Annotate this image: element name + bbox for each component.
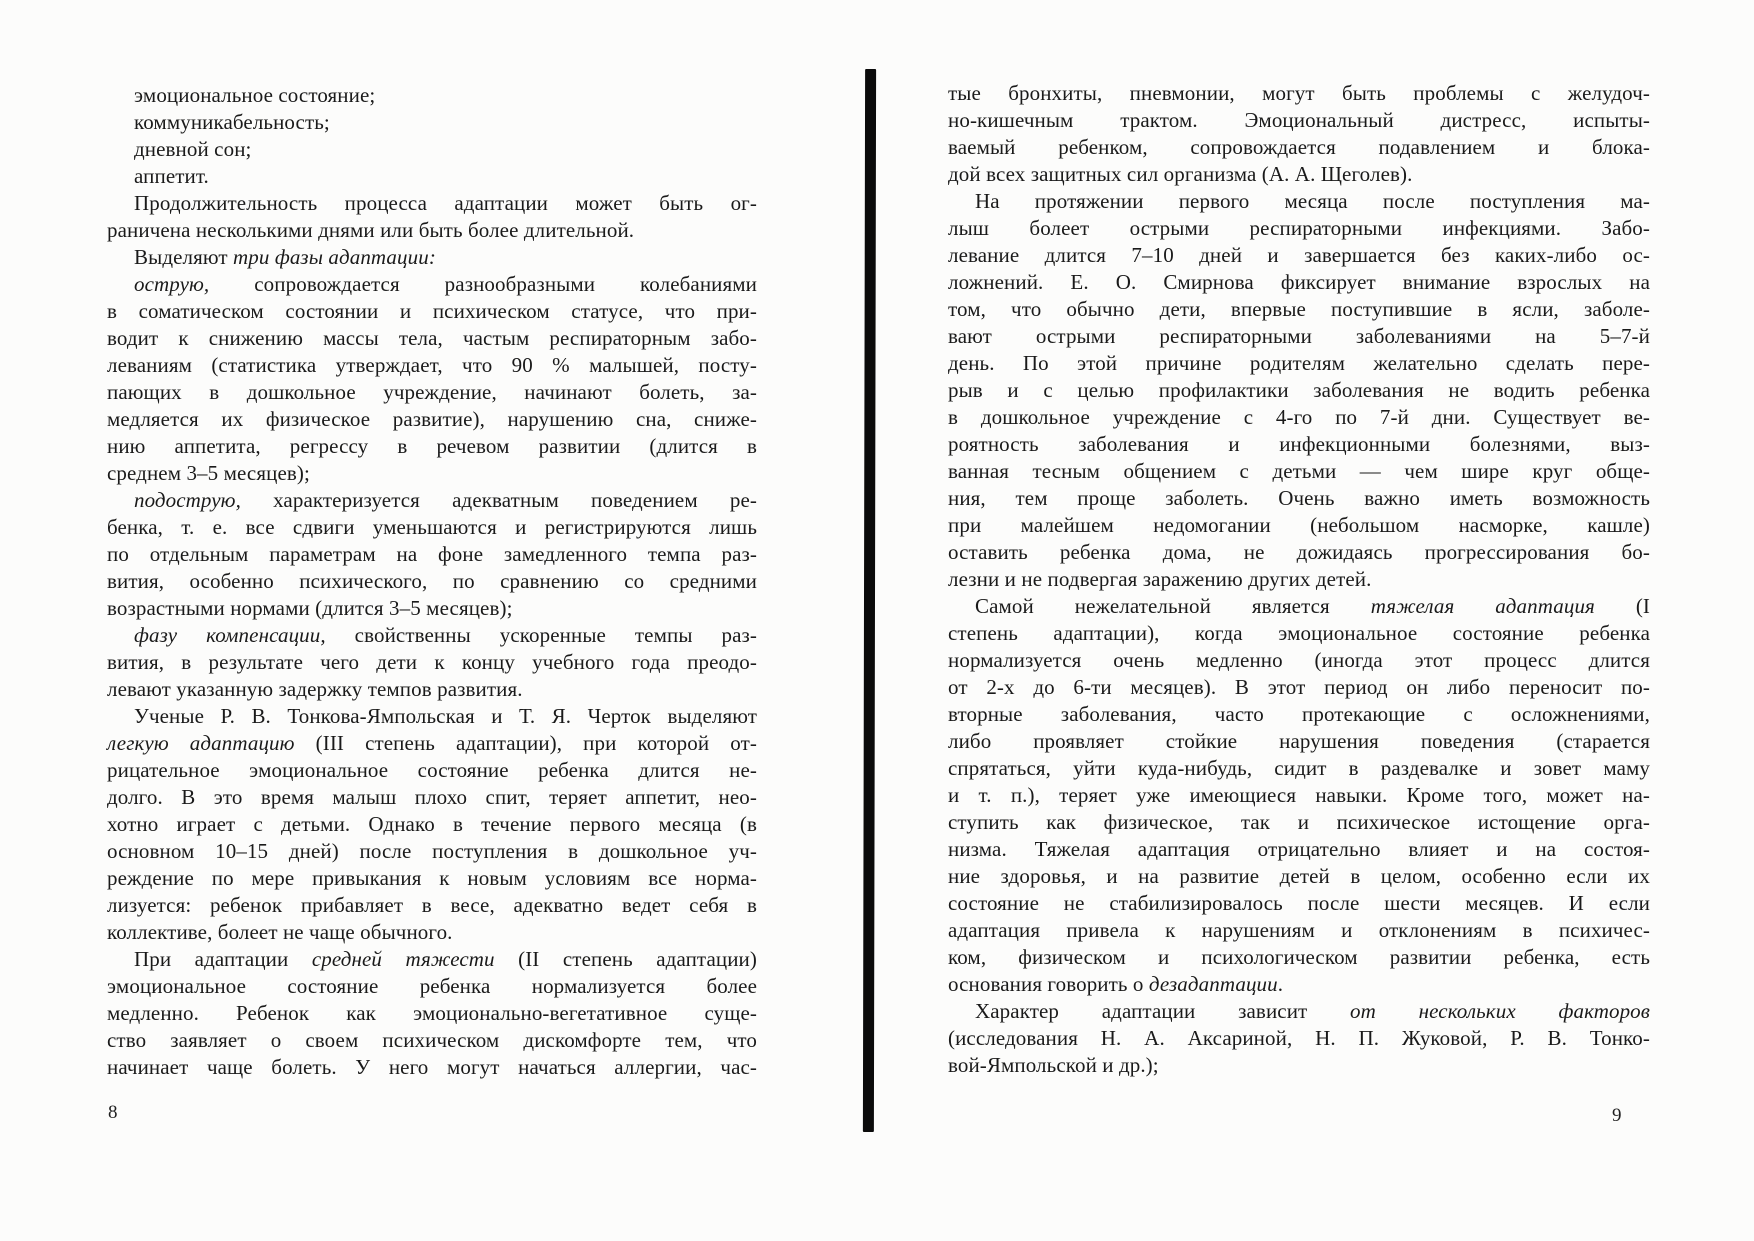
text-line bbox=[948, 107, 1650, 134]
text-segment: состояние не стабилизировалось после шести месяцев. И если bbox=[948, 891, 1650, 915]
text-line bbox=[107, 109, 757, 136]
text-segment: медляется их физическое развитие), нарушению сна, сниже- bbox=[107, 407, 757, 431]
text-line bbox=[948, 728, 1650, 755]
text-segment: ние здоровья, и на развитие детей в целом, особенно если их bbox=[948, 864, 1650, 888]
text-segment: (III степень адаптации), при которой от- bbox=[294, 731, 757, 755]
italic-phrase: три фазы адаптации: bbox=[233, 245, 436, 269]
text-segment: день. По этой причине родителям желательно сделать пере- bbox=[948, 351, 1650, 375]
text-line bbox=[948, 755, 1650, 782]
text-segment: начинает чаще болеть. У него могут начаться аллергии, час- bbox=[107, 1055, 757, 1079]
text-segment: коммуникабельность; bbox=[134, 110, 330, 134]
text-segment: возрастными нормами (длится 3–5 месяцев); bbox=[107, 596, 513, 620]
text-line bbox=[948, 377, 1650, 404]
text-line bbox=[107, 865, 757, 892]
text-segment: пающих в дошкольное учреждение, начинают болеть, за- bbox=[107, 380, 757, 404]
text-segment: Характер адаптации зависит bbox=[975, 999, 1351, 1023]
text-line bbox=[107, 244, 757, 271]
italic-phrase: легкую адаптацию bbox=[107, 731, 295, 755]
text-line bbox=[948, 1025, 1650, 1052]
text-segment: тые бронхиты, пневмонии, могут быть проблемы с желудоч- bbox=[948, 81, 1650, 105]
text-segment: рыв и с целью профилактики заболевания не водить ребенка bbox=[948, 378, 1650, 402]
text-line bbox=[107, 190, 757, 217]
text-line bbox=[107, 1054, 757, 1081]
text-segment: бенка, т. е. все сдвиги уменьшаются и регистрируются лишь bbox=[107, 515, 757, 539]
page-number-right: 9 bbox=[1612, 1105, 1622, 1126]
text-line bbox=[107, 82, 757, 109]
left-page-text bbox=[107, 82, 757, 1081]
text-segment: медленно. Ребенок как эмоционально-вегетативное суще- bbox=[107, 1001, 757, 1025]
text-line bbox=[948, 269, 1650, 296]
text-segment: хотно играет с детьми. Однако в течение первого месяца (в bbox=[107, 812, 757, 836]
text-segment: левание длится 7–10 дней и завершается без каких-либо ос- bbox=[948, 243, 1650, 267]
text-segment: эмоциональное состояние ребенка нормализуется более bbox=[107, 974, 757, 998]
text-line bbox=[948, 242, 1650, 269]
text-line bbox=[107, 298, 757, 325]
text-segment: лизуется: ребенок прибавляет в весе, адекватно ведет себя в bbox=[107, 893, 757, 917]
italic-phrase: дезадаптации bbox=[1148, 972, 1278, 996]
text-line bbox=[948, 296, 1650, 323]
text-line bbox=[107, 379, 757, 406]
text-line bbox=[948, 404, 1650, 431]
text-line bbox=[948, 674, 1650, 701]
text-segment: ния, тем проще заболеть. Очень важно иметь возможность bbox=[948, 486, 1650, 510]
text-line bbox=[948, 134, 1650, 161]
text-line bbox=[948, 350, 1650, 377]
text-segment: Продолжительность процесса адаптации может быть ог- bbox=[134, 191, 757, 215]
text-line bbox=[107, 757, 757, 784]
text-line bbox=[107, 838, 757, 865]
text-line bbox=[948, 188, 1650, 215]
text-line bbox=[948, 782, 1650, 809]
text-segment: раничена несколькими днями или быть более длительной. bbox=[107, 218, 635, 242]
text-segment: лыш болеет острыми респираторными инфекциями. Забо- bbox=[948, 216, 1650, 240]
text-segment: рицательное эмоциональное состояние ребенка длится не- bbox=[107, 758, 757, 782]
text-segment: степень адаптации), когда эмоциональное состояние ребенка bbox=[948, 621, 1650, 645]
text-segment: эмоциональное состояние; bbox=[134, 83, 376, 107]
text-line bbox=[107, 676, 757, 703]
text-segment: вития, в результате чего дети к концу учебного года преодо- bbox=[107, 650, 757, 674]
text-segment: При адаптации bbox=[134, 947, 312, 971]
text-segment: Ученые Р. В. Тонкова-Ямпольская и Т. Я. Черток выделяют bbox=[134, 704, 757, 728]
text-segment: реждение по мере привыкания к новым условиям все норма- bbox=[107, 866, 757, 890]
text-segment: Самой нежелательной является bbox=[975, 594, 1371, 618]
text-line bbox=[107, 433, 757, 460]
text-segment: водит к снижению массы тела, частым респираторным забо- bbox=[107, 326, 757, 350]
text-segment: по отдельным параметрам на фоне замедленного темпа раз- bbox=[107, 542, 757, 566]
text-line bbox=[948, 998, 1650, 1025]
text-segment: вают острыми респираторными заболеваниями на 5–7-й bbox=[948, 324, 1650, 348]
text-line bbox=[107, 1027, 757, 1054]
text-segment: среднем 3–5 месяцев); bbox=[107, 461, 310, 485]
italic-phrase: подострую, bbox=[134, 488, 241, 512]
text-line bbox=[948, 539, 1650, 566]
text-line bbox=[107, 568, 757, 595]
text-segment: но-кишечным трактом. Эмоциональный дистресс, испыты- bbox=[948, 108, 1650, 132]
text-line bbox=[948, 566, 1650, 593]
text-line bbox=[107, 703, 757, 730]
book-gutter-shadow bbox=[863, 69, 876, 1132]
text-line bbox=[107, 811, 757, 838]
text-line bbox=[948, 323, 1650, 350]
text-line bbox=[948, 431, 1650, 458]
text-line bbox=[107, 487, 757, 514]
text-line bbox=[948, 485, 1650, 512]
text-segment: На протяжении первого месяца после поступления ма- bbox=[975, 189, 1650, 213]
text-line bbox=[948, 836, 1650, 863]
text-line bbox=[948, 944, 1650, 971]
text-line bbox=[107, 919, 757, 946]
italic-phrase: тяжелая адаптация bbox=[1370, 594, 1595, 618]
text-segment: лезни и не подвергая заражению других детей. bbox=[948, 567, 1372, 591]
text-segment: нию аппетита, регрессу в речевом развитии (длится в bbox=[107, 434, 757, 458]
text-line bbox=[948, 971, 1650, 998]
text-segment: оставить ребенка дома, не дожидаясь прогрессирования бо- bbox=[948, 540, 1650, 564]
text-line bbox=[107, 730, 757, 757]
text-line bbox=[107, 541, 757, 568]
text-line bbox=[948, 215, 1650, 242]
text-segment: (исследования Н. А. Аксариной, Н. П. Жуковой, Р. В. Тонко- bbox=[948, 1026, 1650, 1050]
text-segment: коллективе, болеет не чаще обычного. bbox=[107, 920, 453, 944]
text-segment: ком, физическом и психологическом развитии ребенка, есть bbox=[948, 945, 1650, 969]
text-segment: в дошкольное учреждение с 4-го по 7-й дни. Существует ве- bbox=[948, 405, 1650, 429]
text-segment: ложнений. Е. О. Смирнова фиксирует внимание взрослых на bbox=[948, 270, 1650, 294]
text-segment: основания говорить о bbox=[948, 972, 1149, 996]
text-line bbox=[948, 458, 1650, 485]
text-line bbox=[948, 647, 1650, 674]
text-line bbox=[107, 406, 757, 433]
text-line bbox=[107, 892, 757, 919]
text-line bbox=[948, 701, 1650, 728]
text-segment: вития, особенно психического, по сравнению со средними bbox=[107, 569, 757, 593]
text-line bbox=[107, 784, 757, 811]
text-line bbox=[107, 325, 757, 352]
text-segment: дневной сон; bbox=[134, 137, 252, 161]
text-line bbox=[948, 863, 1650, 890]
text-line bbox=[107, 163, 757, 190]
page-number-left: 8 bbox=[108, 1102, 118, 1123]
text-line bbox=[107, 973, 757, 1000]
text-line bbox=[107, 946, 757, 973]
text-segment: низма. Тяжелая адаптация отрицательно влияет и на состоя- bbox=[948, 837, 1650, 861]
text-segment: Выделяют bbox=[134, 245, 233, 269]
text-segment: ство заявляет о своем психическом дискомфорте тем, что bbox=[107, 1028, 757, 1052]
italic-phrase: от нескольких факторов bbox=[1350, 999, 1650, 1023]
text-line bbox=[107, 271, 757, 298]
text-segment: основном 10–15 дней) после поступления в дошкольное уч- bbox=[107, 839, 757, 863]
text-line bbox=[107, 460, 757, 487]
text-segment: спрятаться, уйти куда-нибудь, сидит в раздевалке и зовет маму bbox=[948, 756, 1650, 780]
text-segment: ваемый ребенком, сопровождается подавлением и блока- bbox=[948, 135, 1650, 159]
text-segment: от 2-х до 6-ти месяцев). В этот период он либо переносит по- bbox=[948, 675, 1650, 699]
text-segment: ступить как физическое, так и психическое истощение орга- bbox=[948, 810, 1650, 834]
text-segment: в соматическом состоянии и психическом статусе, что при- bbox=[107, 299, 757, 323]
text-line bbox=[948, 890, 1650, 917]
text-line bbox=[948, 809, 1650, 836]
italic-phrase: средней тяжести bbox=[311, 947, 495, 971]
text-segment: (I bbox=[1594, 594, 1650, 618]
italic-phrase: фазу компенсации, bbox=[134, 623, 326, 647]
text-line bbox=[948, 593, 1650, 620]
text-segment: характеризуется адекватным поведением ре- bbox=[240, 488, 757, 512]
text-line bbox=[948, 161, 1650, 188]
text-segment: при малейшем недомогании (небольшом насморке, кашле) bbox=[948, 513, 1650, 537]
text-segment: левают указанную задержку темпов развития. bbox=[107, 677, 523, 701]
text-line bbox=[107, 1000, 757, 1027]
text-segment: сопровождается разнообразными колебаниями bbox=[209, 272, 757, 296]
text-line bbox=[948, 512, 1650, 539]
text-line bbox=[107, 622, 757, 649]
text-line bbox=[107, 595, 757, 622]
right-page-text bbox=[948, 80, 1650, 1079]
text-line bbox=[948, 1052, 1650, 1079]
text-segment: леваниям (статистика утверждает, что 90 % малышей, посту- bbox=[107, 353, 757, 377]
text-segment: либо проявляет стойкие нарушения поведения (старается bbox=[948, 729, 1650, 753]
text-line bbox=[948, 917, 1650, 944]
text-segment: долго. В это время малыш плохо спит, теряет аппетит, нео- bbox=[107, 785, 757, 809]
text-segment: вторные заболевания, часто протекающие с осложнениями, bbox=[948, 702, 1650, 726]
text-segment: роятность заболевания и инфекционными болезнями, выз- bbox=[948, 432, 1650, 456]
text-segment: аппетит. bbox=[134, 164, 209, 188]
text-segment: и т. п.), теряет уже имеющиеся навыки. Кроме того, может на- bbox=[948, 783, 1650, 807]
text-line bbox=[948, 620, 1650, 647]
text-segment: нормализуется очень медленно (иногда этот процесс длится bbox=[948, 648, 1650, 672]
text-segment: (II степень адаптации) bbox=[494, 947, 757, 971]
text-segment: адаптация привела к нарушениям и отклонениям в психичес- bbox=[948, 918, 1650, 942]
text-line bbox=[107, 136, 757, 163]
text-segment: . bbox=[1277, 972, 1284, 996]
text-segment: дой всех защитных сил организма (А. А. Щеголев). bbox=[948, 162, 1413, 186]
text-segment: вой-Ямпольской и др.); bbox=[948, 1053, 1159, 1077]
italic-phrase: острую, bbox=[134, 272, 210, 296]
text-segment: том, что обычно дети, впервые поступившие в ясли, заболе- bbox=[948, 297, 1650, 321]
text-line bbox=[107, 352, 757, 379]
text-segment: ванная тесным общением с детьми — чем шире круг обще- bbox=[948, 459, 1650, 483]
text-segment: свойственны ускоренные темпы раз- bbox=[325, 623, 758, 647]
text-line bbox=[948, 80, 1650, 107]
text-line bbox=[107, 217, 757, 244]
text-line bbox=[107, 649, 757, 676]
text-line bbox=[107, 514, 757, 541]
